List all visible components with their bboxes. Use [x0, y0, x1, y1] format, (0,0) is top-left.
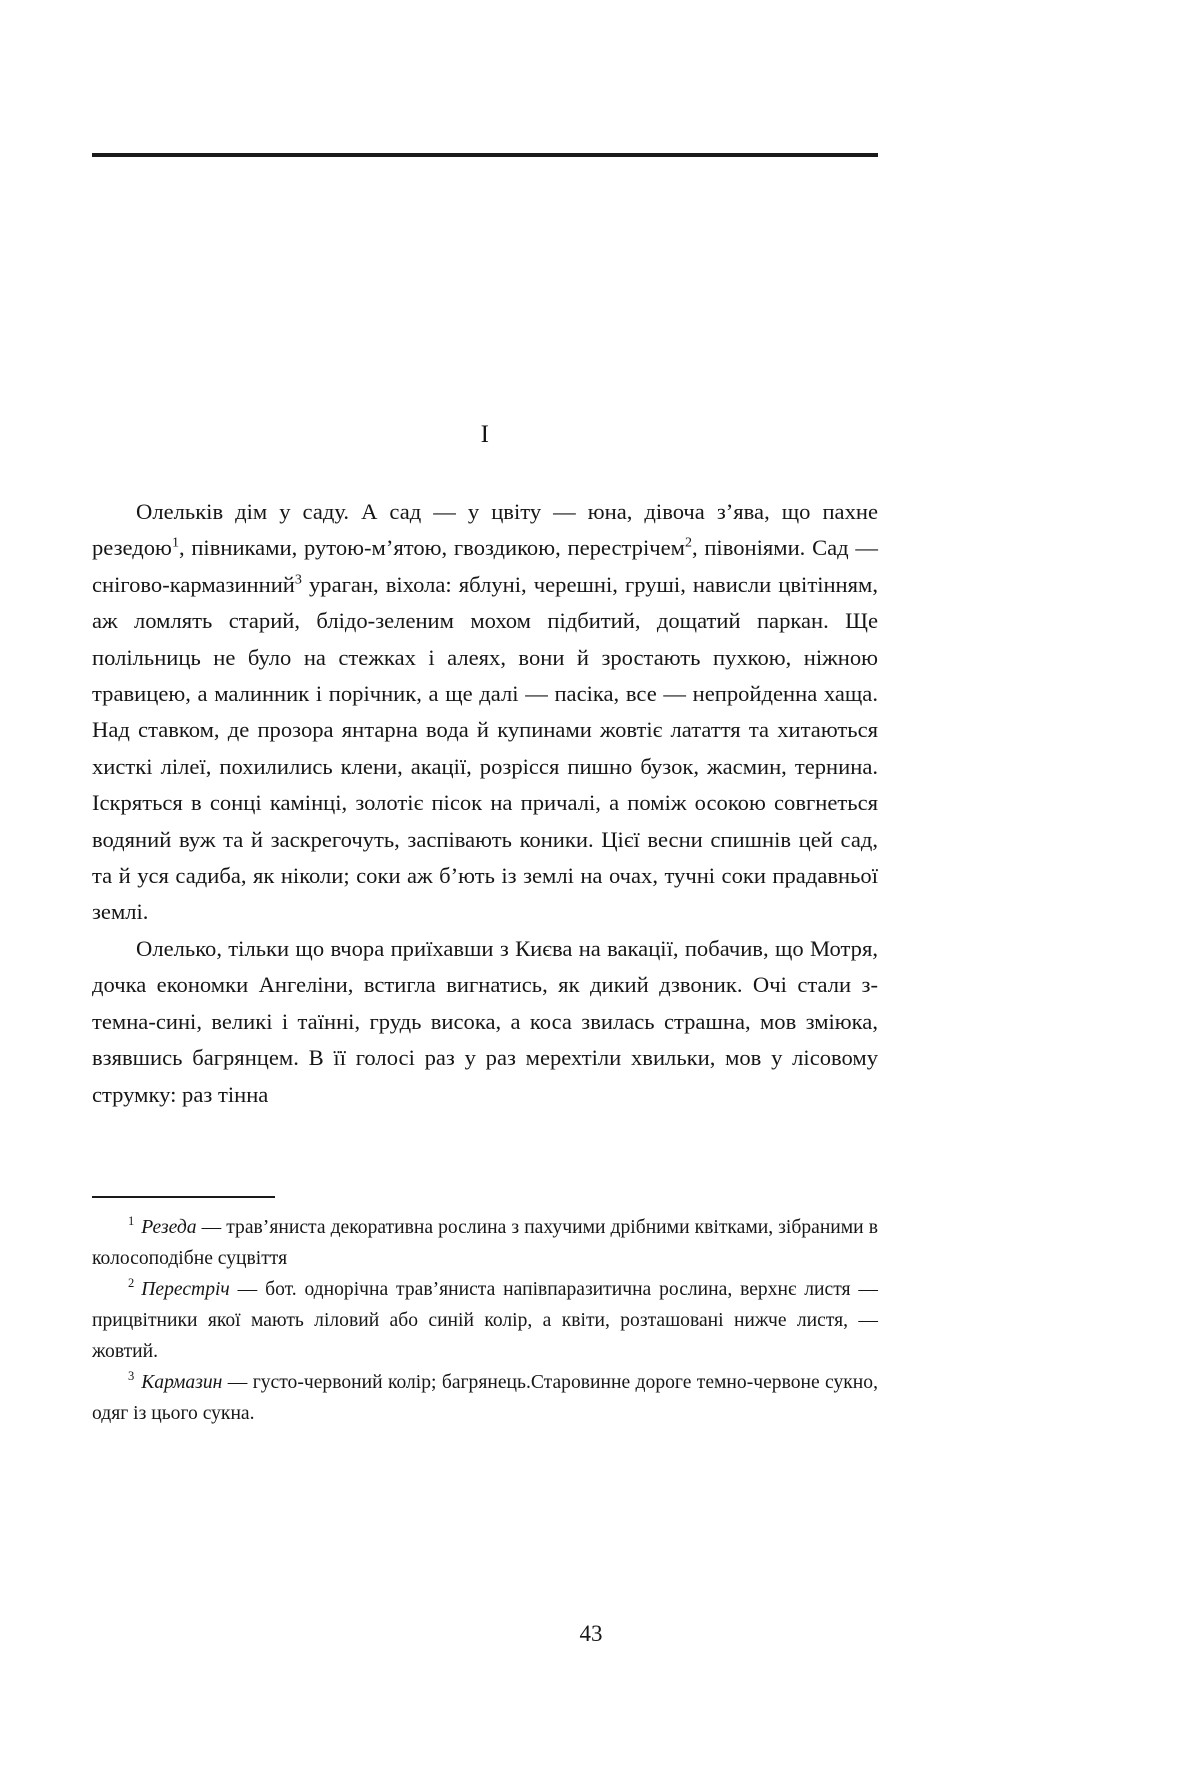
footnote-2-term: Перестріч — [141, 1279, 230, 1300]
header-rule — [92, 153, 878, 157]
footnote-3 — [92, 1367, 878, 1429]
page-number: 43 — [579, 1621, 603, 1646]
paragraph-olelko: Олелько, тільки що вчора приїхавши з Києва на вакації, побачив, що Мотря, дочка економки Ангеліни, встигла вигнатись, як дикий дзвоник. Очі стали з-темна-сині, великі і таїнні, грудь висока, а коса звилась страшна, мов зміюка, взявшись багрянцем. В її голосі раз у раз мерехтіли хвильки, мов у лісовому струмку: раз тінна — [92, 935, 878, 1107]
section-number: I — [480, 421, 490, 448]
footnote-separator-rule — [92, 1196, 275, 1198]
footnote-1-text: — трав’яниста декоративна рослина з пахучими дрібними квітками, зібраними в колосоподібне суцвіття — [92, 1217, 878, 1269]
page-content — [92, 420, 878, 1113]
footnote-1-term: Резеда — [141, 1217, 197, 1238]
footnote-2 — [92, 1274, 878, 1367]
footnote-3-marker: 3 — [128, 1369, 135, 1384]
footnote-3-term: Кармазин — [141, 1372, 223, 1393]
paragraph-garden: Олельків дім у саду. А сад — у цвіту — юна, дівоча з’ява, що пахне резедою$^1$, півниками, рутою-м’ятою, гвоздикою, перестрічем$^2$, півоніями. Сад — снігово-кармазинний$^3$ ураган, віхола: яблуні, черешні, груші, нависли цвітінням, аж ломлять старий, блідо-зеленим мохом підбитий, дощатий паркан. Ще полільниць не було на стежках і алеях, вони й зростають пухкою, ніжною травицею, а малинник і порічник, а ще далі — пасіка, все — непройденна хаща. Над ставком, де прозора янтарна вода й купинами жовтіє латаття та хитаються хисткі лілеї, похилились клени, акації, розрісся пишно бузок, жасмин, тернина. Іскряться в сонці камінці, золотіє пісок на причалі, а поміж осокою совгнеться водяний вуж та й заскрегочуть, заспівають коники. Цієї весни спишнів цей сад, та й уся садиба, як ніколи; соки аж б’ють із землі на очах, тучні соки прадавньої землі. — [92, 499, 878, 925]
footnote-ref-2[interactable]: 2 — [684, 535, 692, 551]
footnote-2-marker: 2 — [128, 1276, 135, 1291]
footnote-1 — [92, 1212, 878, 1274]
body-text — [92, 494, 878, 1113]
footnote-list — [92, 1212, 878, 1429]
footnote-1-marker: 1 — [128, 1214, 135, 1229]
footnote-ref-1[interactable]: 1 — [171, 535, 179, 551]
footnote-area — [92, 1196, 878, 1429]
footnote-ref-3[interactable]: 3 — [294, 572, 302, 588]
footnote-3-text: — густо-червоний колір; багрянець.Старовинне дороге темно-червоне сукно, одяг із цього сукна. — [92, 1372, 878, 1424]
footnote-2-text: — бот. однорічна трав’яниста напівпаразитична рослина, верхнє листя — прицвітники якої мають ліловий або синій колір, а квіти, розташовані нижче листя, — жовтий. — [92, 1279, 878, 1362]
